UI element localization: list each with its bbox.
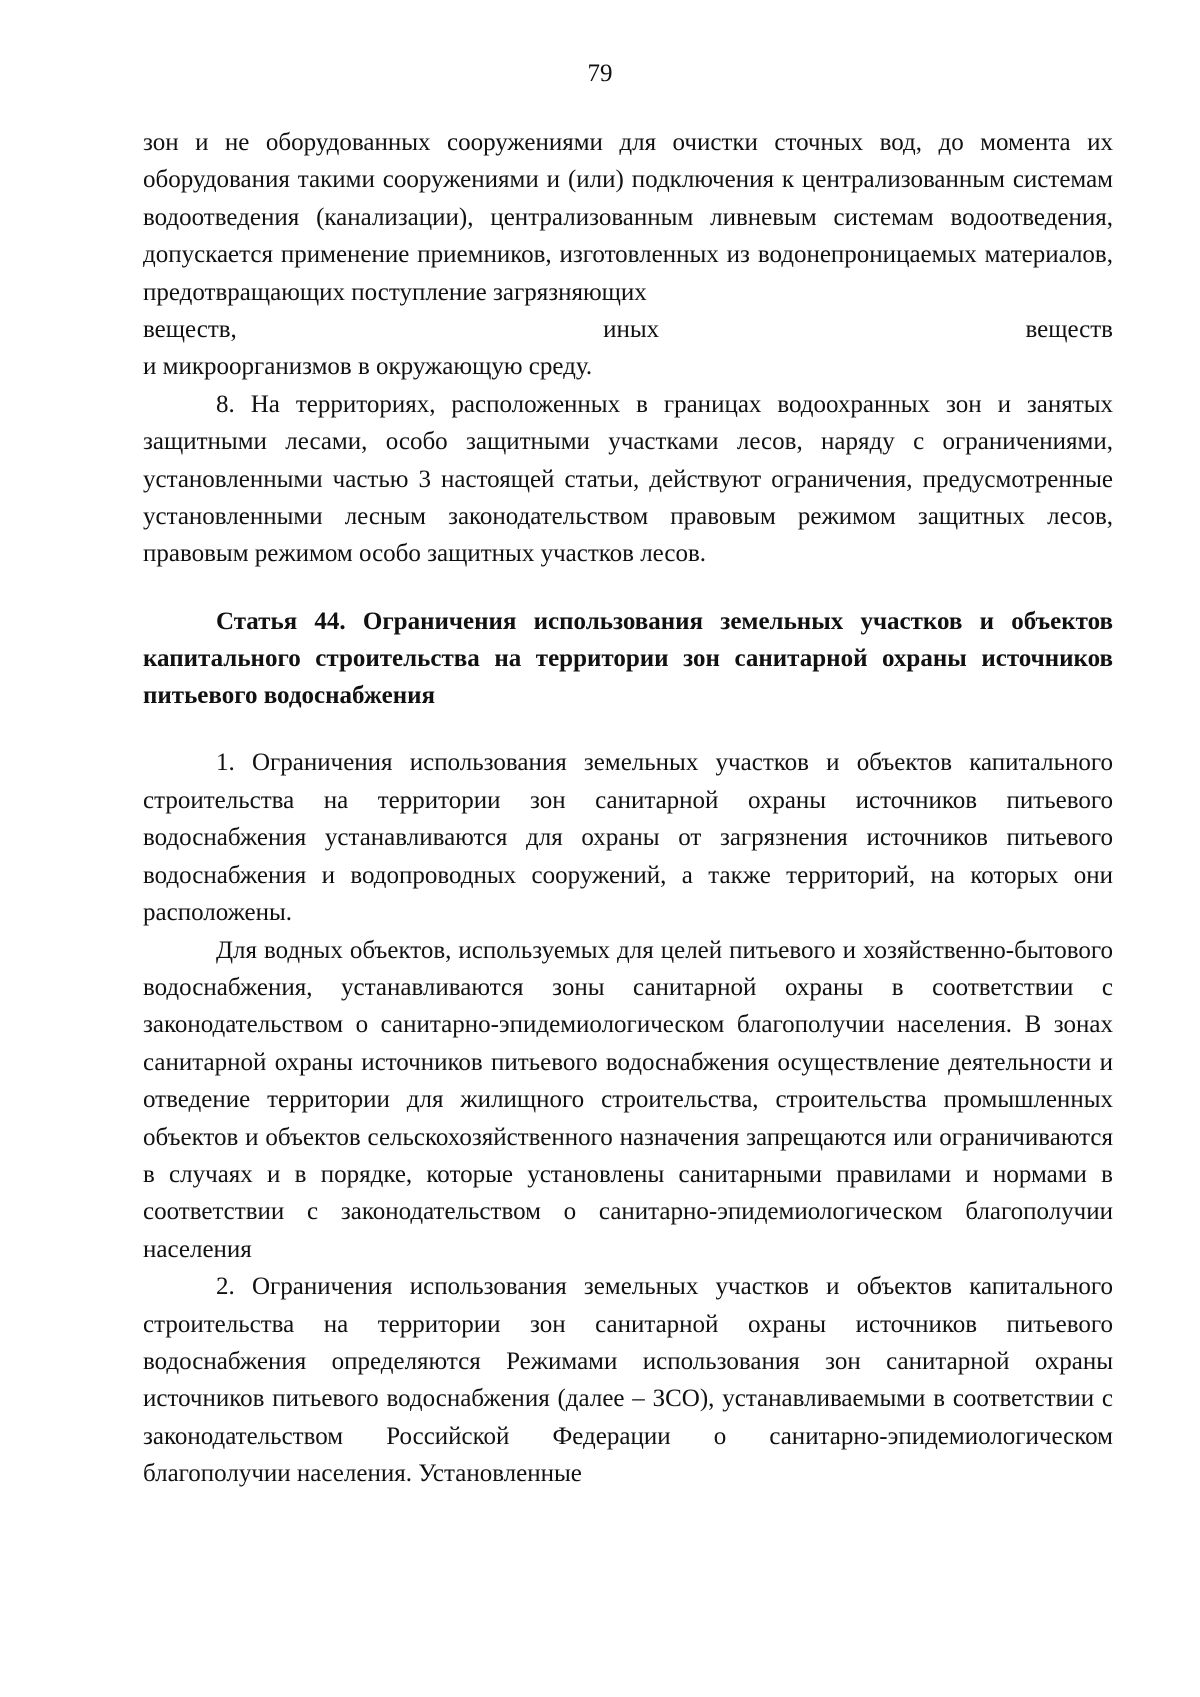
- paragraph-water-objects: Для водных объектов, используемых для целей питьевого и хозяйственно-бытового водоснабжения, устанавливаются зоны санитарной охраны в соответствии с законодательством о санитарно-эпидемиологическом благополучии населения. В зонах санитарной охраны источников питьевого водоснабжения осуществление деятельности и отведение территории для жилищного строительства, строительства промышленных объектов и объектов сельскохозяйственного назначения запрещаются или ограничиваются в случаях и в порядке, которые установлены санитарными правилами и нормами в соответствии с законодательством о санитарно-эпидемиологическом благополучии населения: [143, 936, 1113, 1263]
- paragraph-continuation: зон и не оборудованных сооружениями для очистки сточных вод, до момента их оборудования такими сооружениями и (или) подключения к централизованным системам водоотведения (канализации), централизованным ливневым системам водоотведения, допускается применение приемников, изготовленных из водонепроницаемых материалов, предотвращающих поступление загрязняющих: [143, 129, 1113, 306]
- paragraph-item-1: 1. Ограничения использования земельных участков и объектов капитального строительства на территории зон санитарной охраны источников питьевого водоснабжения устанавливаются для охраны от загрязнения источников питьевого водоснабжения и водопроводных сооружений, а также территорий, на которых они расположены.: [143, 749, 1113, 927]
- spread-word: веществ: [1025, 316, 1113, 344]
- page-number: 79: [587, 60, 613, 87]
- paragraph-continuation-end: и микроорганизмов в окружающую среду.: [143, 353, 593, 381]
- spread-line: [143, 311, 1113, 348]
- spread-word: веществ,: [143, 316, 237, 344]
- document-body: [143, 124, 1113, 1493]
- article-heading: Статья 44. Ограничения использования земельных участков и объектов капитального строительства на территории зон санитарной охраны источников питьевого водоснабжения: [143, 607, 1113, 710]
- paragraph-item-2: 2. Ограничения использования земельных участков и объектов капитального строительства на территории зон санитарной охраны источников питьевого водоснабжения определяются Режимами использования зон санитарной охраны источников питьевого водоснабжения (далее – ЗСО), устанавливаемыми в соответствии с законодательством Российской Федерации о санитарно-эпидемиологическом благополучии населения. Установленные: [143, 1273, 1113, 1488]
- spread-word: иных: [603, 316, 660, 344]
- paragraph-item-8: 8. На территориях, расположенных в границах водоохранных зон и занятых защитными лесами, особо защитными участками лесов, наряду с ограничениями, установленными частью 3 настоящей статьи, действуют ограничения, предусмотренные установленными лесным законодательством правовым режимом защитных лесов, правовым режимом особо защитных участков лесов.: [143, 390, 1113, 568]
